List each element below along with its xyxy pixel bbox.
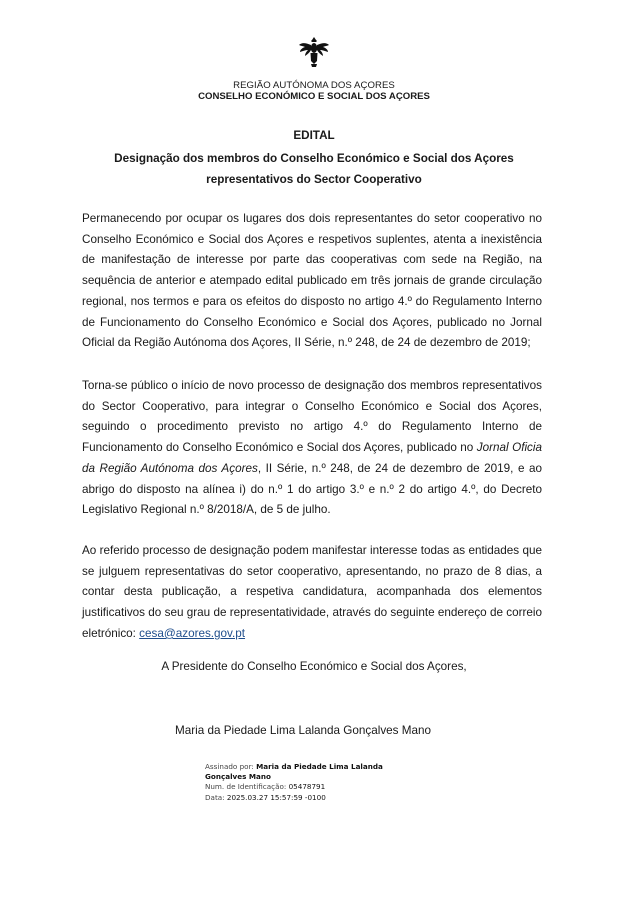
notice-title: EDITAL xyxy=(293,129,335,142)
notice-subtitle xyxy=(100,148,528,190)
closing-role: A Presidente do Conselho Económico e Social dos Açores, xyxy=(161,660,467,673)
id-label: Num. de Identificação: xyxy=(205,782,287,792)
date-value: 2025.03.27 15:57:59 -0100 xyxy=(226,792,326,802)
paragraph-2-text: Torna-se público o início de novo processo de designação dos membros representativos do Sector Cooperativo, para integrar o Conselho Económico e Social dos Açores, seguindo o procedimento previsto no artigo 4.º do Regulamento Interno de Funcionamento do Conselho Económico e Social dos Açores, publicado no xyxy=(82,379,542,455)
email-link[interactable]: cesa@azores.gov.pt xyxy=(139,626,246,640)
paragraph-1: Permanecendo por ocupar os lugares dos dois representantes do setor cooperativo no Conselho Económico e Social dos Açores e respetivos suplentes, atenta a inexistência de manifestação de interesse por parte das cooperativas com sede na Região, na sequência de anterior e atempado edital publicado em três jornais de grande circulação regional, nos termos e para os efeitos do disposto no artigo 4.º do Regulamento Interno de Funcionamento do Conselho Económico e Social dos Açores, publicado no Jornal Oficial da Região Autónoma dos Açores, II Série, n.º 248, de 24 de dezembro de 2019; xyxy=(82,212,542,350)
paragraph-3-text: Ao referido processo de designação podem manifestar interesse todas as entidades que se julguem representativas do setor cooperativo, apresentando, no prazo de 8 dias, a contar desta publicação, a respetiva candidatura, acompanhada dos elementos justificativos do seu grau de representatividade, através do seguinte endereço de correio eletrónico: xyxy=(82,544,542,640)
coat-of-arms-icon xyxy=(298,34,330,68)
signer-name: Maria da Piedade Lima Lalanda Gonçalves Mano xyxy=(175,724,431,737)
council-heading: CONSELHO ECONÓMICO E SOCIAL DOS AÇORES xyxy=(198,91,430,102)
digital-signature-block xyxy=(205,762,383,803)
subtitle-line-1: Designação dos membros do Conselho Económico e Social dos Açores xyxy=(114,152,514,165)
subtitle-line-2: representativos do Sector Cooperativo xyxy=(206,173,422,186)
journal-name: Jornal Oficia da Região Autónoma dos Açores xyxy=(82,441,542,475)
id-value: 05478791 xyxy=(288,782,326,792)
signed-by-label: Assinado por: xyxy=(205,762,254,771)
date-label: Data: xyxy=(205,792,225,802)
paragraph-2 xyxy=(82,376,542,521)
paragraph-2-text-end: , II Série, n.º 248, de 24 de dezembro de 2019, e ao abrigo do disposto na alínea i) do n.º 1 do artigo 3.º e n.º 2 do artigo 4.º, do Decreto Legislativo Regional n.º 8/2018/A, de 5 de julho. xyxy=(82,461,542,517)
signed-by-name: Maria da Piedade Lima Lalanda xyxy=(256,762,383,771)
paragraph-3 xyxy=(82,541,542,645)
signed-by-name-cont: Gonçalves Mano xyxy=(205,772,271,782)
region-heading: REGIÃO AUTÓNOMA DOS AÇORES xyxy=(233,80,395,91)
